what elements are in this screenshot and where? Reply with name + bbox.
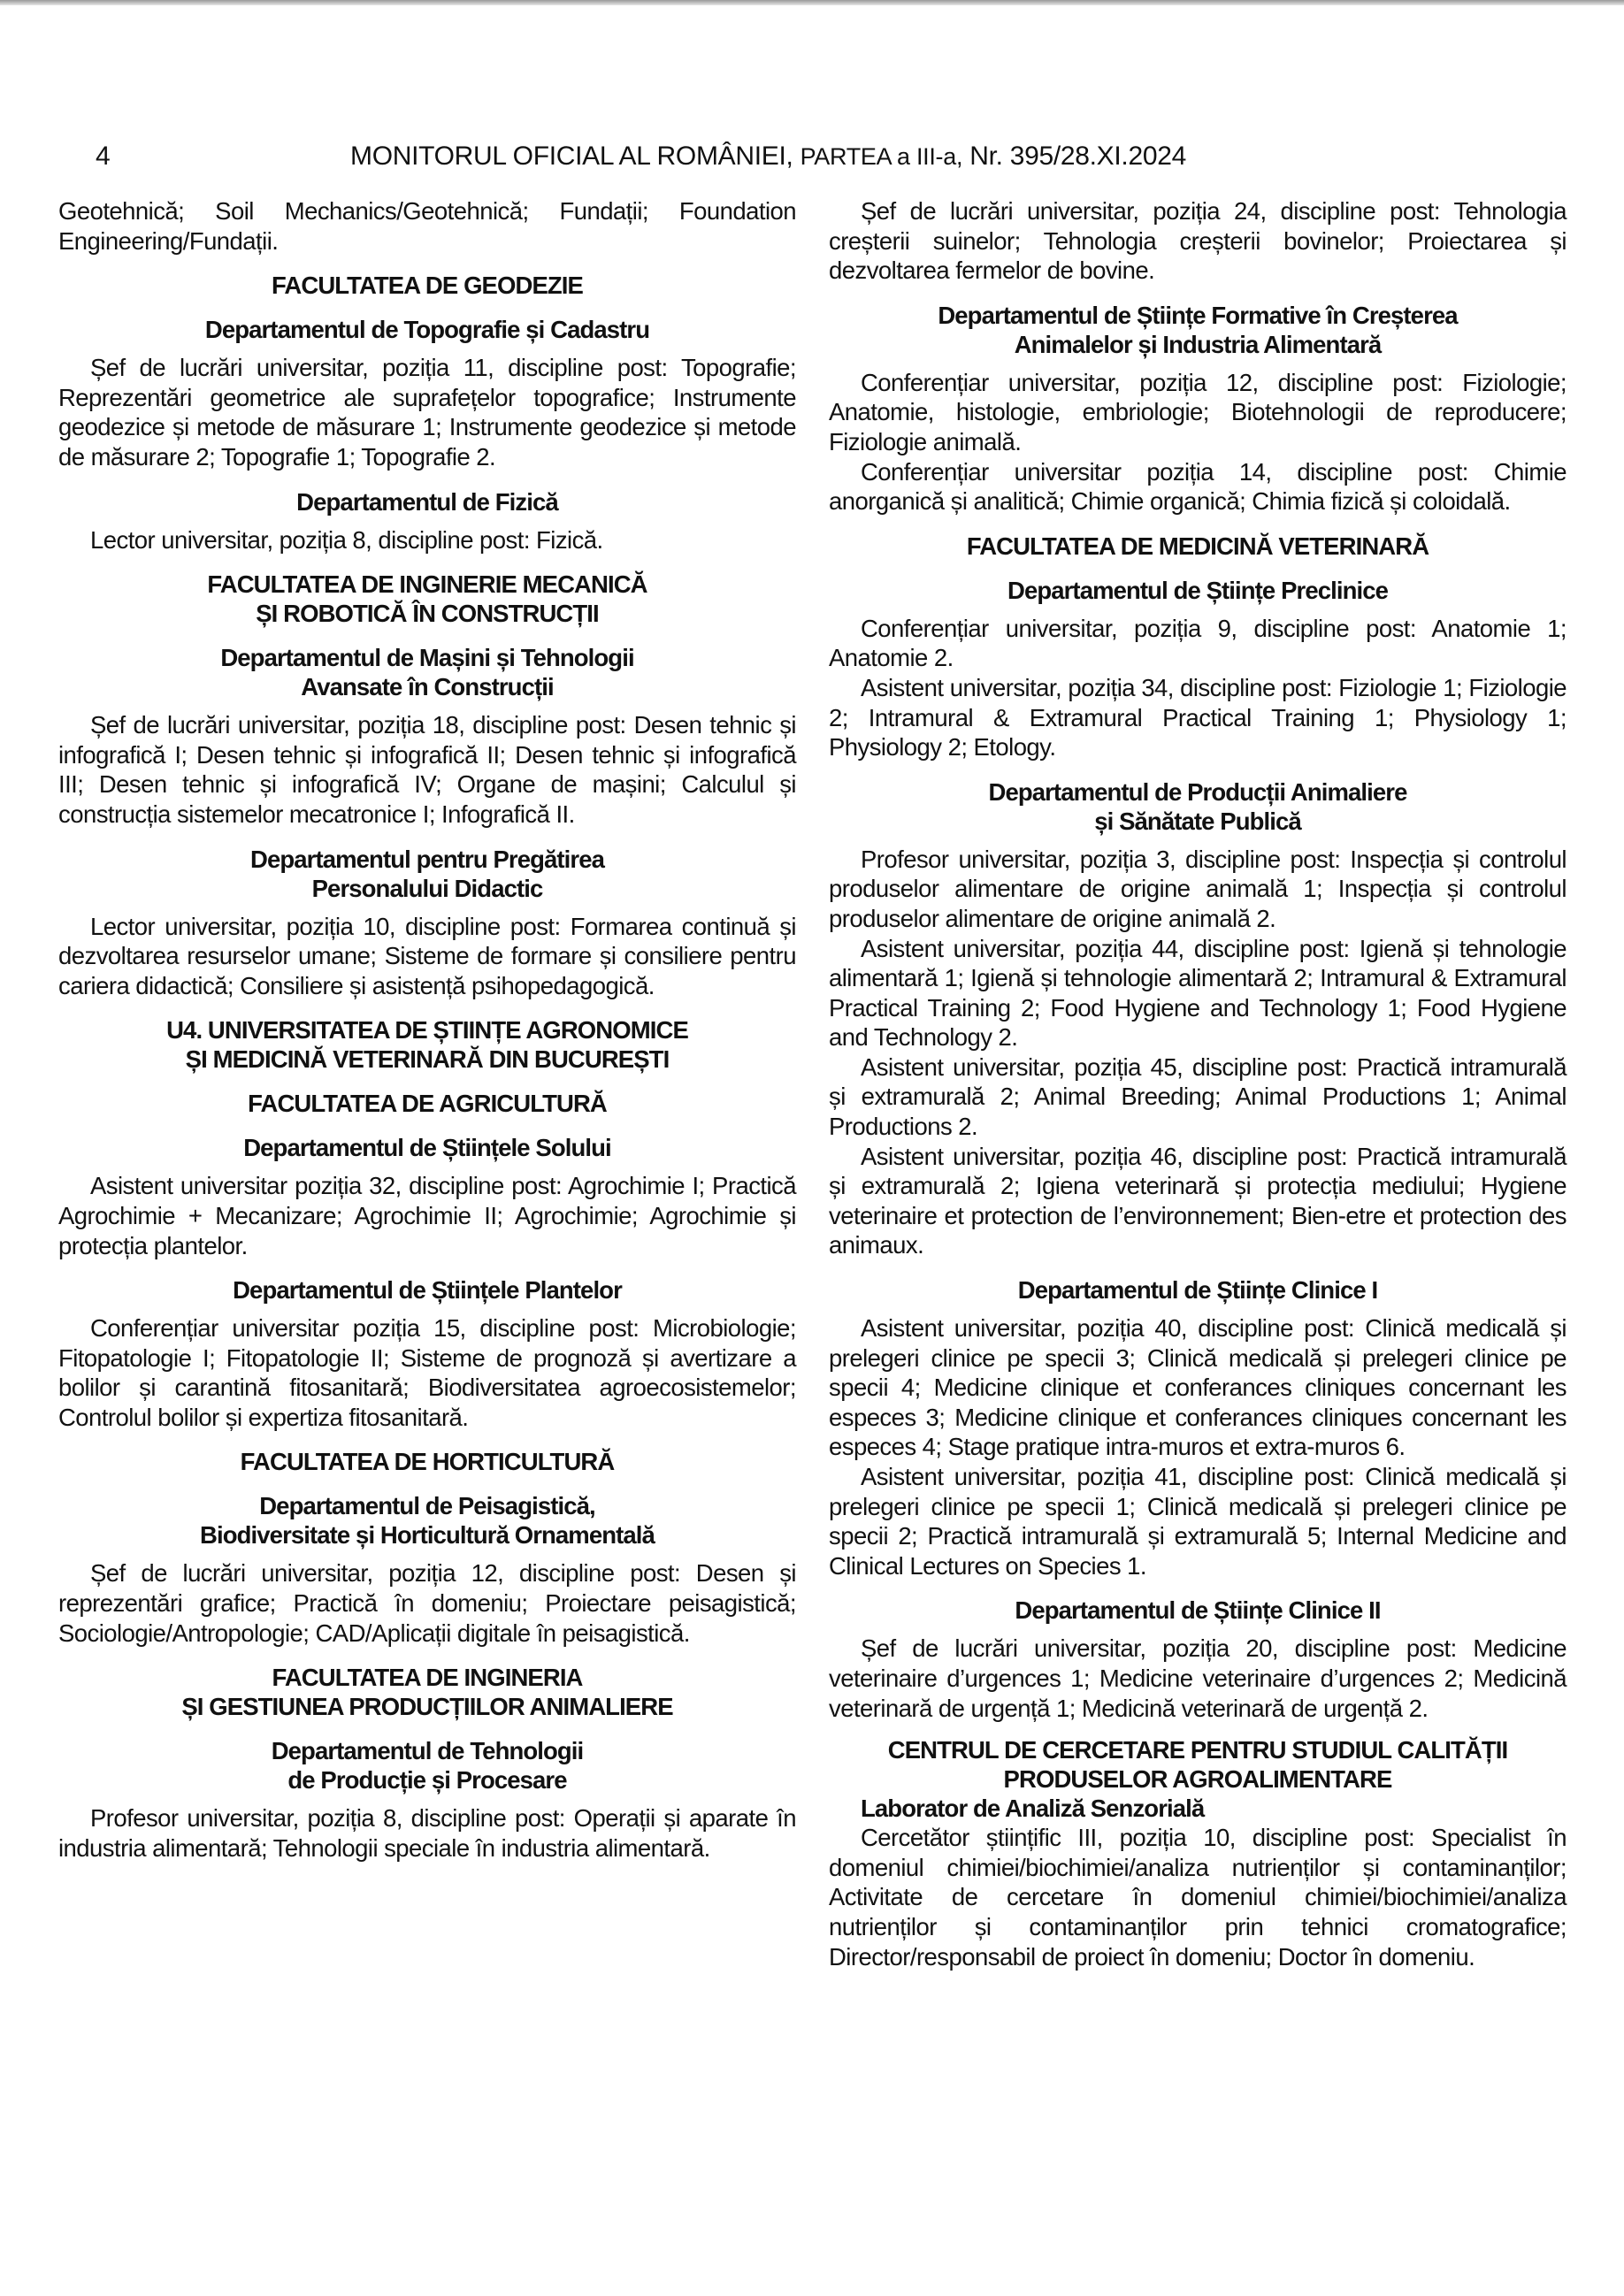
section-heading [58,570,796,628]
heading-line: Departamentul de Științele Solului [243,1134,611,1162]
position-paragraph: Cercetător științific III, poziția 10, discipline post: Specialist în domeniul chimiei/biochimiei/analiza nutrienților și contaminanților; Activitate de cercetare în domeniul chimiei/biochimiei/analiza nutrienților și contaminanților prin tehnici cromatografice; Director/responsabil de proiect în domeniu; Doctor în domeniu. [829,1824,1567,1971]
position-paragraph: Asistent universitar, poziția 46, discipline post: Practică intramurală și extramurală 2; Igiena veterinară și protecția mediului; Hygiene veterinaire et protection de l’environnement; Bien-etre et protection des animaux. [829,1142,1567,1259]
gazette-issue: Nr. 395/28.XI.2024 [969,142,1186,171]
section-heading [58,1491,796,1550]
section-heading [829,532,1567,561]
heading-line: Departamentul de Mașini și Tehnologii [220,644,634,672]
section-heading [58,1015,796,1074]
heading-line: Departamentul de Științele Plantelor [233,1276,622,1305]
position-paragraph: Conferențiar universitar poziția 15, discipline post: Microbiologie; Fitopatologie I; Fitopatologie II; Sisteme de prognoză și avertizare a bolilor și carantină fitosanitară; Biodiversitatea agroecosistemelor; Controlul bolilor și expertiza fitosanitară. [58,1314,796,1431]
section-heading [58,271,796,300]
position-paragraph: Lector universitar, poziția 10, discipline post: Formarea continuă și dezvoltarea resurselor umane; Sisteme de formare și consiliere pentru cariera didactică; Consiliere și asistență psihopedagogică. [58,912,796,999]
section-heading [58,1133,796,1162]
heading-line: Biodiversitate și Horticultură Ornamentală [200,1521,655,1550]
section-heading [58,1663,796,1721]
position-paragraph: Lector universitar, poziția 8, discipline post: Fizică. [90,525,603,554]
position-paragraph: Șef de lucrări universitar, poziția 24, discipline post: Tehnologia creșterii suinelor; Tehnologia creșterii bovinelor; Proiectarea și dezvoltarea fermelor de bovine. [829,197,1567,285]
heading-line: de Producție și Procesare [287,1766,567,1795]
heading-line: Departamentul de Topografie și Cadastru [204,316,650,344]
section-heading [58,1275,796,1305]
section-heading [829,1735,1567,1794]
position-paragraph: Asistent universitar, poziția 40, discipline post: Clinică medicală și prelegeri clinice pe specii 3; Clinică medicală și prelegeri clinice pe specii 4; Medicine clinique et conferances cliniques concernant les especes 3; Medicine clinique et conferances cliniques concernant les especes 4; Stage pratique intra-muros et extra-muros 6. [829,1314,1567,1461]
section-heading [58,315,796,344]
position-paragraph: Șef de lucrări universitar, poziția 20, discipline post: Medicine veterinaire d’urgences 1; Medicine veterinaire d’urgences 2; Medicină veterinară de urgență 1; Medicină veterinară de urgență 2. [829,1634,1567,1722]
position-paragraph: Șef de lucrări universitar, poziția 18, discipline post: Desen tehnic și infografică I; Desen tehnic și infografică II; Desen tehnic și infografică III; Desen tehnic și infografică IV; Organe de mașini; Calculul și construcția sistemelor mecatronice I; Infografică II. [58,711,796,828]
position-paragraph: Asistent universitar, poziția 41, discipline post: Clinică medicală și prelegeri clinice pe specii 1; Clinică medicală și prelegeri clinice pe specii 2; Practică intramurală și extramurală 5; Internal Medicine and Clinical Lectures on Species 1. [829,1463,1567,1580]
heading-line: Avansate în Construcții [301,673,554,701]
left-column [58,196,796,1863]
heading-line: ȘI MEDICINĂ VETERINARĂ DIN BUCUREȘTI [185,1045,670,1074]
top-border [0,0,1624,5]
position-paragraph: Șef de lucrări universitar, poziția 11, discipline post: Topografie; Reprezentări geometrice ale suprafețelor topografice; Instrumente geodezice și metode de măsurare 1; Instrumente geodezice și metode de măsurare 2; Topografie 1; Topografie 2. [58,354,796,471]
section-heading [58,487,796,517]
position-paragraph: Conferențiar universitar, poziția 9, discipline post: Anatomie 1; Anatomie 2. [829,614,1567,672]
position-paragraph: Asistent universitar poziția 32, discipline post: Agrochimie I; Practică Agrochimie + Mecanizare; Agrochimie II; Agrochimie; Agrochimie și protecția plantelor. [58,1172,796,1259]
heading-line: FACULTATEA DE INGINERIE MECANICĂ [207,570,647,599]
heading-line: FACULTATEA DE GEODEZIE [272,272,583,300]
heading-line: Departamentul de Peisagistică, [259,1492,595,1520]
page-number: 4 [96,142,111,171]
heading-line: U4. UNIVERSITATEA DE ȘTIINȚE AGRONOMICE [166,1016,688,1045]
heading-line: Departamentul de Tehnologii [271,1737,584,1765]
position-paragraph: Asistent universitar, poziția 34, discipline post: Fiziologie 1; Fiziologie 2; Intramural & Extramural Practical Training 1; Physiology 1; Physiology 2; Etology. [829,673,1567,762]
section-heading [829,777,1567,836]
position-paragraph: Profesor universitar, poziția 3, discipline post: Inspecția și controlul produselor alimentare de origine animală 1; Inspecția și controlul produselor alimentare de origine animală 2. [829,845,1567,932]
section-heading [58,1089,796,1118]
heading-line: FACULTATEA DE HORTICULTURĂ [240,1448,615,1476]
position-paragraph: Geotehnică; Soil Mechanics/Geotehnică; Fundații; Foundation Engineering/Fundații. [58,197,796,255]
position-paragraph: Conferențiar universitar, poziția 12, discipline post: Fiziologie; Anatomie, histologie, embriologie; Biotehnologii de reproducere; Fiziologie animală. [829,368,1567,455]
gazette-part: PARTEA a III-a, [800,143,963,170]
right-column [829,196,1567,1971]
heading-line: CENTRUL DE CERCETARE PENTRU STUDIUL CALITĂȚII [887,1736,1508,1764]
gazette-name: MONITORUL OFICIAL AL ROMÂNIEI, [350,142,793,171]
position-paragraph: Șef de lucrări universitar, poziția 12, discipline post: Desen și reprezentări grafice; Practică în domeniu; Proiectare peisagistică; Sociologie/Antropologie; CAD/Aplicații digitale în peisagistică. [58,1559,796,1647]
heading-line: Departamentul de Științe Preclinice [1007,576,1389,604]
heading-line: ȘI GESTIUNEA PRODUCȚIILOR ANIMALIERE [181,1693,673,1721]
section-heading [829,301,1567,359]
section-heading [58,845,796,903]
section-heading [829,1596,1567,1625]
heading-line: PRODUSELOR AGROALIMENTARE [1003,1765,1392,1794]
heading-line: FACULTATEA DE MEDICINĂ VETERINARĂ [966,532,1429,560]
heading-line: Laborator de Analiză Senzorială [861,1795,1205,1823]
heading-line: Personalului Didactic [311,874,543,902]
heading-line: ȘI ROBOTICĂ ÎN CONSTRUCȚII [256,600,599,628]
position-paragraph: Asistent universitar, poziția 44, discipline post: Igienă și tehnologie alimentară 1; Igienă și tehnologie alimentară 2; Intramural & Extramural Practical Training 2; Food Hygiene and Technology 1; Food Hygiene and Technology 2. [829,934,1567,1052]
section-heading [58,1447,796,1476]
section-heading [58,643,796,701]
section-heading [829,1794,1567,1823]
heading-line: Departamentul de Științe Formative în Creșterea [938,301,1458,329]
publication-title [350,142,1186,172]
section-heading [58,1736,796,1795]
heading-line: și Sănătate Publică [1094,807,1301,835]
heading-line: Animalelor și Industria Alimentară [1014,330,1382,358]
heading-line: Departamentul de Științe Clinice II [1015,1596,1381,1625]
heading-line: FACULTATEA DE AGRICULTURĂ [248,1090,607,1118]
position-paragraph: Conferențiar universitar poziția 14, discipline post: Chimie anorganică și analitică; Chimie organică; Chimia fizică și coloidală. [829,457,1567,516]
position-paragraph: Profesor universitar, poziția 8, discipline post: Operații și aparate în industria alimentară; Tehnologii speciale în industria alimentară. [58,1804,796,1862]
heading-line: Departamentul de Științe Clinice I [1017,1276,1378,1305]
heading-line: Departamentul pentru Pregătirea [250,845,604,873]
heading-line: Departamentul de Fizică [296,487,558,516]
position-paragraph: Asistent universitar, poziția 45, discipline post: Practică intramurală și extramurală 2; Animal Breeding; Animal Productions 1; Animal Productions 2. [829,1052,1567,1141]
heading-line: Departamentul de Producții Animaliere [988,777,1407,806]
section-heading [829,1275,1567,1305]
section-heading [829,576,1567,605]
heading-line: FACULTATEA DE INGINERIA [272,1664,583,1692]
